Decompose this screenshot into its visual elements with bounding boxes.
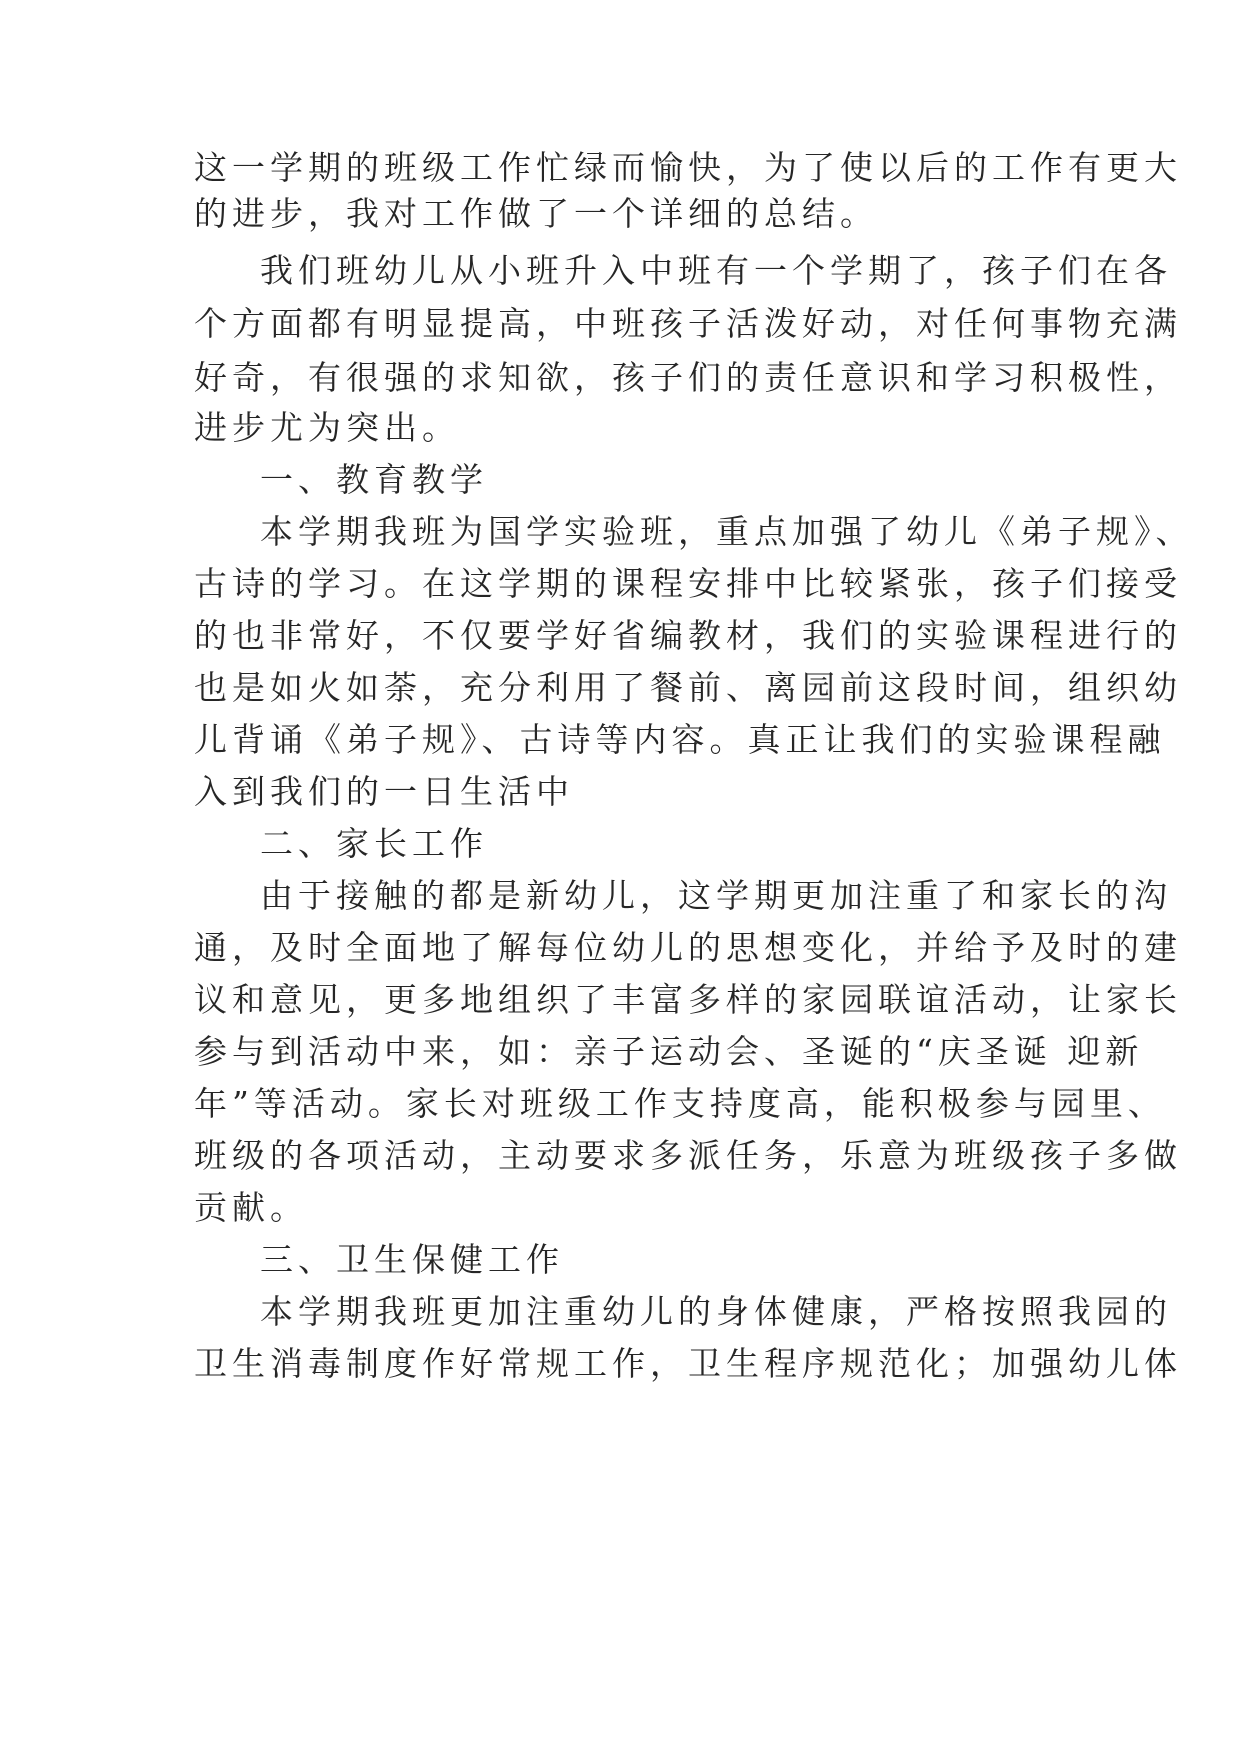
paragraph-parents-line-4: 参与到活动中来，如：亲子运动会、圣诞的“庆圣诞 迎新 — [194, 1032, 1144, 1071]
paragraph-parents-line-1: 由于接触的都是新幼儿，这学期更加注重了和家长的沟 — [260, 876, 1172, 915]
paragraph-education-line-5: 儿背诵《弟子规》、古诗等内容。真正让我们的实验课程融 — [194, 720, 1166, 759]
paragraph-parents-line-2: 通，及时全面地了解每位幼儿的思想变化，并给予及时的建 — [194, 928, 1182, 967]
paragraph-parents-line-6: 班级的各项活动，主动要求多派任务，乐意为班级孩子多做 — [194, 1136, 1182, 1175]
paragraph-overview-line-3: 好奇，有很强的求知欲，孩子们的责任意识和学习积极性， — [194, 358, 1182, 397]
paragraph-overview-line-4: 进步尤为突出。 — [194, 408, 460, 447]
paragraph-parents-line-5: 年”等活动。家长对班级工作支持度高，能积极参与园里、 — [194, 1084, 1166, 1123]
paragraph-education-line-4: 也是如火如荼，充分利用了餐前、离园前这段时间，组织幼 — [194, 668, 1182, 707]
paragraph-parents-line-7: 贡献。 — [194, 1188, 308, 1227]
section-heading-health: 三、卫生保健工作 — [260, 1240, 564, 1279]
paragraph-intro-line-2: 的进步，我对工作做了一个详细的总结。 — [194, 194, 878, 233]
section-heading-parents: 二、家长工作 — [260, 824, 488, 863]
paragraph-education-line-6: 入到我们的一日生活中 — [194, 772, 574, 811]
paragraph-health-line-2: 卫生消毒制度作好常规工作，卫生程序规范化；加强幼儿体 — [194, 1344, 1182, 1383]
section-heading-education: 一、教育教学 — [260, 460, 488, 499]
paragraph-education-line-2: 古诗的学习。在这学期的课程安排中比较紧张，孩子们接受 — [194, 564, 1182, 603]
paragraph-education-line-3: 的也非常好，不仅要学好省编教材，我们的实验课程进行的 — [194, 616, 1182, 655]
paragraph-education-line-1: 本学期我班为国学实验班，重点加强了幼儿《弟子规》、 — [260, 512, 1194, 551]
paragraph-health-line-1: 本学期我班更加注重幼儿的身体健康，严格按照我园的 — [260, 1292, 1172, 1331]
paragraph-intro-line-1: 这一学期的班级工作忙绿而愉快，为了使以后的工作有更大 — [194, 148, 1182, 187]
paragraph-overview-line-1: 我们班幼儿从小班升入中班有一个学期了，孩子们在各 — [260, 251, 1172, 290]
paragraph-overview-line-2: 个方面都有明显提高，中班孩子活泼好动，对任何事物充满 — [194, 304, 1182, 343]
paragraph-parents-line-3: 议和意见，更多地组织了丰富多样的家园联谊活动，让家长 — [194, 980, 1182, 1019]
